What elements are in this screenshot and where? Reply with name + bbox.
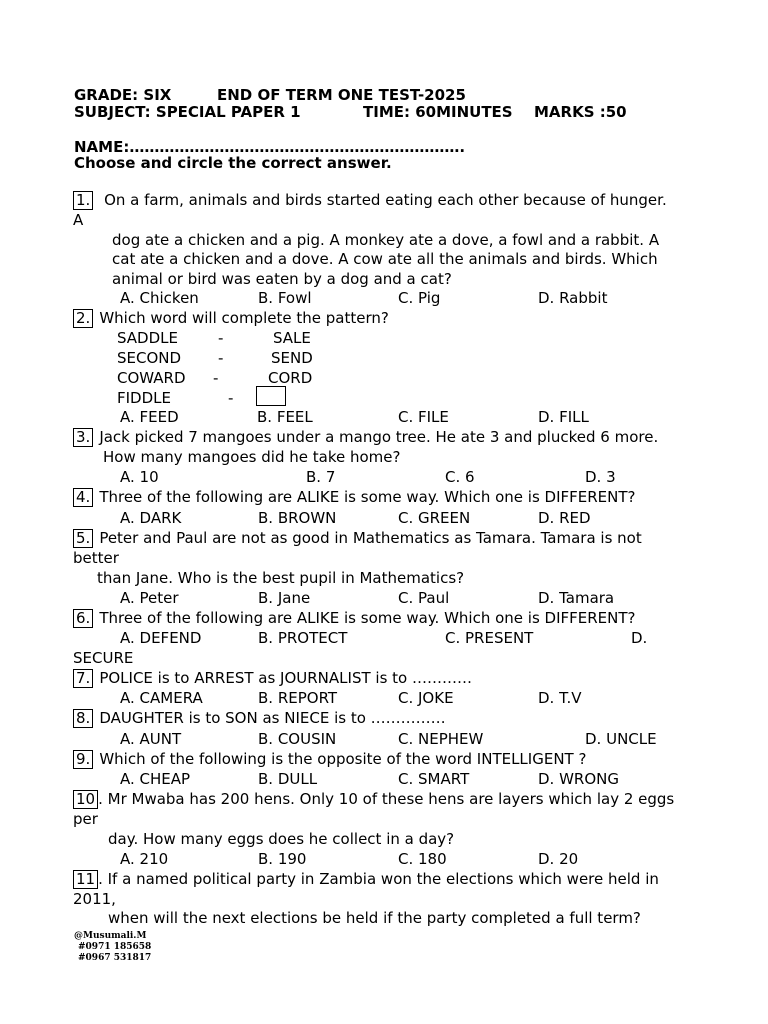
- question-9: [73, 750, 586, 769]
- option-a[interactable]: A. Peter: [120, 589, 179, 607]
- option-b[interactable]: B. FEEL: [257, 408, 313, 426]
- option-b[interactable]: B. COUSIN: [258, 730, 337, 748]
- grade-label: GRADE: SIX: [74, 86, 172, 104]
- option-c[interactable]: C. FILE: [398, 408, 449, 426]
- question-number: 4.: [73, 488, 93, 507]
- pattern-right: SALE: [273, 329, 311, 347]
- option-c[interactable]: C. NEPHEW: [398, 730, 484, 748]
- option-d[interactable]: D. UNCLE: [585, 730, 657, 748]
- question-4: [73, 488, 636, 507]
- option-d[interactable]: D. FILL: [538, 408, 589, 426]
- question-text: Which word will complete the pattern?: [99, 309, 389, 327]
- question-8: [73, 709, 446, 728]
- option-a[interactable]: A. AUNT: [120, 730, 182, 748]
- question-text: . Mr Mwaba has 200 hens. Only 10 of these hens are layers which lay 2 eggs: [98, 790, 675, 808]
- question-5-line-2: better: [73, 549, 119, 567]
- question-number: 7.: [73, 669, 93, 688]
- question-number: 11: [73, 870, 98, 889]
- option-c[interactable]: C. Pig: [398, 289, 441, 307]
- question-number: 3.: [73, 428, 93, 447]
- marks-label: MARKS :50: [534, 103, 627, 121]
- option-d[interactable]: D. 20: [538, 850, 579, 868]
- pattern-dash: -: [218, 349, 224, 367]
- test-title: END OF TERM ONE TEST-2025: [217, 86, 466, 104]
- question-number: 2.: [73, 309, 93, 328]
- author-credit: @Musumali.M: [74, 931, 147, 941]
- question-text: On a farm, animals and birds started eating each other because of hunger.: [104, 191, 667, 209]
- question-1-line-5: animal or bird was eaten by a dog and a cat?: [112, 270, 452, 288]
- option-b[interactable]: B. Fowl: [258, 289, 312, 307]
- option-a[interactable]: A. 210: [120, 850, 169, 868]
- option-a[interactable]: A. CHEAP: [120, 770, 191, 788]
- question-text: POLICE is to ARREST as JOURNALIST is to …………: [99, 669, 472, 687]
- option-a[interactable]: A. CAMERA: [120, 689, 203, 707]
- question-text: Which of the following is the opposite of the word INTELLIGENT ?: [99, 750, 587, 768]
- option-c[interactable]: C. PRESENT: [445, 629, 534, 647]
- option-d[interactable]: D. Tamara: [538, 589, 615, 607]
- subject-label: SUBJECT: SPECIAL PAPER 1: [74, 103, 301, 121]
- option-c[interactable]: C. JOKE: [398, 689, 454, 707]
- option-d[interactable]: D. Rabbit: [538, 289, 608, 307]
- question-text: . If a named political party in Zambia won the elections which were held in: [98, 870, 659, 888]
- name-line: NAME:………………………………………………………….: [74, 138, 466, 156]
- option-c[interactable]: C. SMART: [398, 770, 470, 788]
- option-c[interactable]: C. GREEN: [398, 509, 471, 527]
- option-a[interactable]: A. DARK: [120, 509, 182, 527]
- pattern-dash: -: [213, 369, 219, 387]
- pattern-right: SEND: [271, 349, 313, 367]
- pattern-dash: -: [218, 329, 224, 347]
- question-number: 10: [73, 790, 98, 809]
- question-3: [73, 428, 658, 447]
- option-a[interactable]: A. DEFEND: [120, 629, 202, 647]
- pattern-right: CORD: [268, 369, 313, 387]
- option-d[interactable]: D. RED: [538, 509, 591, 527]
- answer-box[interactable]: [256, 386, 286, 406]
- option-d[interactable]: D. T.V: [538, 689, 582, 707]
- question-number: 5.: [73, 529, 93, 548]
- option-a[interactable]: A. 10: [120, 468, 159, 486]
- question-1-line-2: A: [73, 211, 84, 229]
- option-d[interactable]: D. 3: [585, 468, 616, 486]
- option-c[interactable]: C. Paul: [398, 589, 450, 607]
- phone-number: #0967 531817: [78, 953, 152, 963]
- pattern-left: SECOND: [117, 349, 182, 367]
- question-number: 8.: [73, 709, 93, 728]
- question-text: DAUGHTER is to SON as NIECE is to ……………: [99, 709, 446, 727]
- option-b[interactable]: B. REPORT: [258, 689, 338, 707]
- option-a[interactable]: A. FEED: [120, 408, 179, 426]
- question-11-line-2: 2011,: [73, 890, 116, 908]
- option-d-text[interactable]: SECURE: [73, 649, 134, 667]
- option-b[interactable]: B. DULL: [258, 770, 318, 788]
- question-text: Three of the following are ALIKE is some way. Which one is DIFFERENT?: [99, 488, 636, 506]
- option-b[interactable]: B. 190: [258, 850, 307, 868]
- question-3-line-2: How many mangoes did he take home?: [103, 448, 401, 466]
- phone-number: #0971 185658: [78, 942, 152, 952]
- pattern-left: FIDDLE: [117, 389, 171, 407]
- pattern-left: COWARD: [117, 369, 186, 387]
- option-d[interactable]: D.: [631, 629, 648, 647]
- option-a[interactable]: A. Chicken: [120, 289, 199, 307]
- option-b[interactable]: B. PROTECT: [258, 629, 348, 647]
- instruction: Choose and circle the correct answer.: [74, 154, 392, 172]
- question-7: [73, 669, 472, 688]
- question-10-line-3: day. How many eggs does he collect in a day?: [108, 830, 455, 848]
- question-11-line-3: when will the next elections be held if the party completed a full term?: [108, 909, 641, 927]
- question-text: Jack picked 7 mangoes under a mango tree. He ate 3 and plucked 6 more.: [99, 428, 659, 446]
- pattern-left: SADDLE: [117, 329, 178, 347]
- option-c[interactable]: C. 180: [398, 850, 447, 868]
- option-b[interactable]: B. Jane: [258, 589, 311, 607]
- question-10: [73, 790, 674, 809]
- option-d[interactable]: D. WRONG: [538, 770, 619, 788]
- question-2: [73, 309, 389, 328]
- pattern-dash: -: [228, 389, 234, 407]
- option-c[interactable]: C. 6: [445, 468, 475, 486]
- option-b[interactable]: B. BROWN: [258, 509, 337, 527]
- option-b[interactable]: B. 7: [306, 468, 336, 486]
- question-5-line-3: than Jane. Who is the best pupil in Mathematics?: [97, 569, 465, 587]
- question-6: [73, 609, 636, 628]
- question-number: 9.: [73, 750, 93, 769]
- question-number: 1.: [73, 191, 93, 210]
- question-1-line-3: dog ate a chicken and a pig. A monkey ate a dove, a fowl and a rabbit. A: [112, 231, 660, 249]
- question-number: 6.: [73, 609, 93, 628]
- question-11: [73, 870, 659, 889]
- question-5: [73, 529, 642, 548]
- question-1-line-4: cat ate a chicken and a dove. A cow ate all the animals and birds. Which: [112, 250, 658, 268]
- time-label: TIME: 60MINUTES: [363, 103, 513, 121]
- question-text: Peter and Paul are not as good in Mathematics as Tamara. Tamara is not: [99, 529, 642, 547]
- question-text: Three of the following are ALIKE is some way. Which one is DIFFERENT?: [99, 609, 636, 627]
- question-1: [73, 191, 667, 210]
- question-10-line-2: per: [73, 810, 98, 828]
